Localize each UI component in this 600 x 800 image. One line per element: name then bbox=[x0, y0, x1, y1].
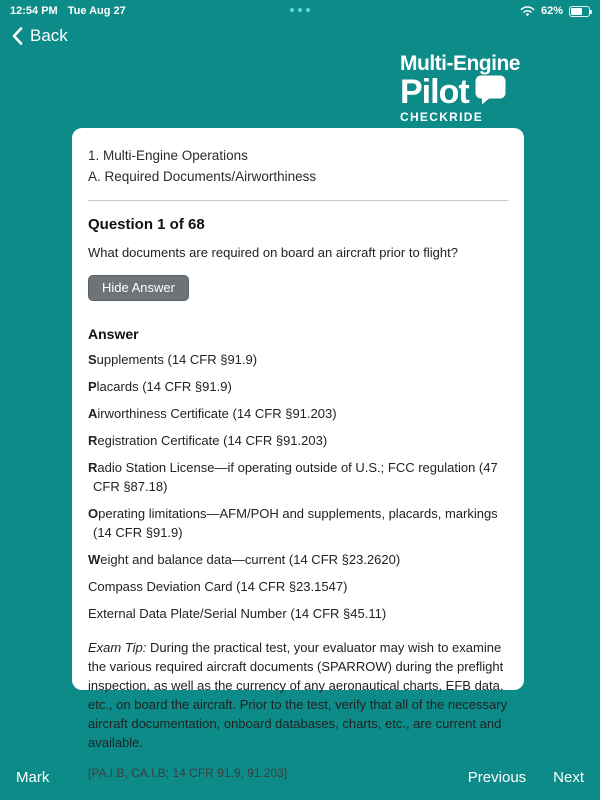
question-text: What documents are required on board an aircraft prior to flight? bbox=[88, 245, 458, 260]
status-time: 12:54 PM bbox=[10, 5, 58, 17]
previous-button[interactable]: Previous bbox=[467, 768, 527, 786]
answer-item: Placards (14 CFR §91.9) bbox=[88, 379, 232, 394]
bottom-navigation bbox=[0, 764, 600, 800]
status-bar bbox=[0, 0, 600, 22]
answer-item: Radio Station License—if operating outside of U.S.; FCC regulation (47 CFR §87.18) bbox=[88, 460, 498, 494]
status-indicators bbox=[520, 5, 590, 17]
card-header bbox=[88, 145, 508, 187]
header-divider bbox=[88, 200, 508, 201]
acs-reference: [PA.I.B, CA.I.B; 14 CFR 91.9, 91.203] bbox=[88, 766, 288, 780]
answer-item: Airworthiness Certificate (14 CFR §91.203) bbox=[88, 406, 337, 421]
app-logo bbox=[400, 53, 520, 123]
answer-item: Compass Deviation Card (14 CFR §23.1547) bbox=[88, 579, 348, 594]
exam-tip bbox=[88, 638, 508, 752]
answer-item: Operating limitations—AFM/POH and supplements, placards, markings (14 CFR §91.9) bbox=[88, 506, 498, 540]
section-title: A. Required Documents/Airworthiness bbox=[88, 169, 317, 184]
chevron-left-icon bbox=[12, 27, 23, 45]
multitask-indicator-icon[interactable] bbox=[290, 8, 310, 12]
answer-item: External Data Plate/Serial Number (14 CFR §45.11) bbox=[88, 606, 387, 621]
mark-button[interactable]: Mark bbox=[16, 768, 50, 786]
back-label: Back bbox=[30, 26, 68, 45]
wifi-icon bbox=[520, 6, 535, 17]
battery-icon bbox=[569, 6, 590, 17]
logo-checkride: CHECKRIDE bbox=[400, 110, 484, 124]
battery-percent: 62% bbox=[540, 5, 563, 17]
logo-multi-engine: Multi-Engine bbox=[400, 52, 520, 75]
exam-tip-text: During the practical test, your evaluator may wish to examine the various required aircraft documents (SPARROW) during the preflight inspection, as well as the currency of any aeronautical charts, EFB data, etc., on board the aircraft. Prior to the test, verify that all of the necessary aircraft documentation, onboard databases, charts, etc., are current and available. bbox=[88, 640, 508, 750]
hide-answer-button[interactable]: Hide Answer bbox=[88, 275, 189, 301]
chapter-title: 1. Multi-Engine Operations bbox=[88, 148, 248, 163]
answer-item: Supplements (14 CFR §91.9) bbox=[88, 352, 258, 367]
answer-item: Registration Certificate (14 CFR §91.203) bbox=[88, 433, 328, 448]
status-date: Tue Aug 27 bbox=[67, 5, 126, 17]
back-button[interactable] bbox=[12, 26, 68, 46]
status-time-date bbox=[10, 5, 126, 17]
speech-bubble-icon bbox=[475, 75, 506, 105]
logo-pilot: Pilot bbox=[400, 73, 469, 111]
answer-item: Weight and balance data—current (14 CFR §23.2620) bbox=[88, 552, 401, 567]
exam-tip-label: Exam Tip: bbox=[88, 640, 147, 655]
answer-heading: Answer bbox=[88, 326, 139, 342]
next-button[interactable]: Next bbox=[553, 768, 584, 786]
question-heading: Question 1 of 68 bbox=[88, 216, 205, 233]
